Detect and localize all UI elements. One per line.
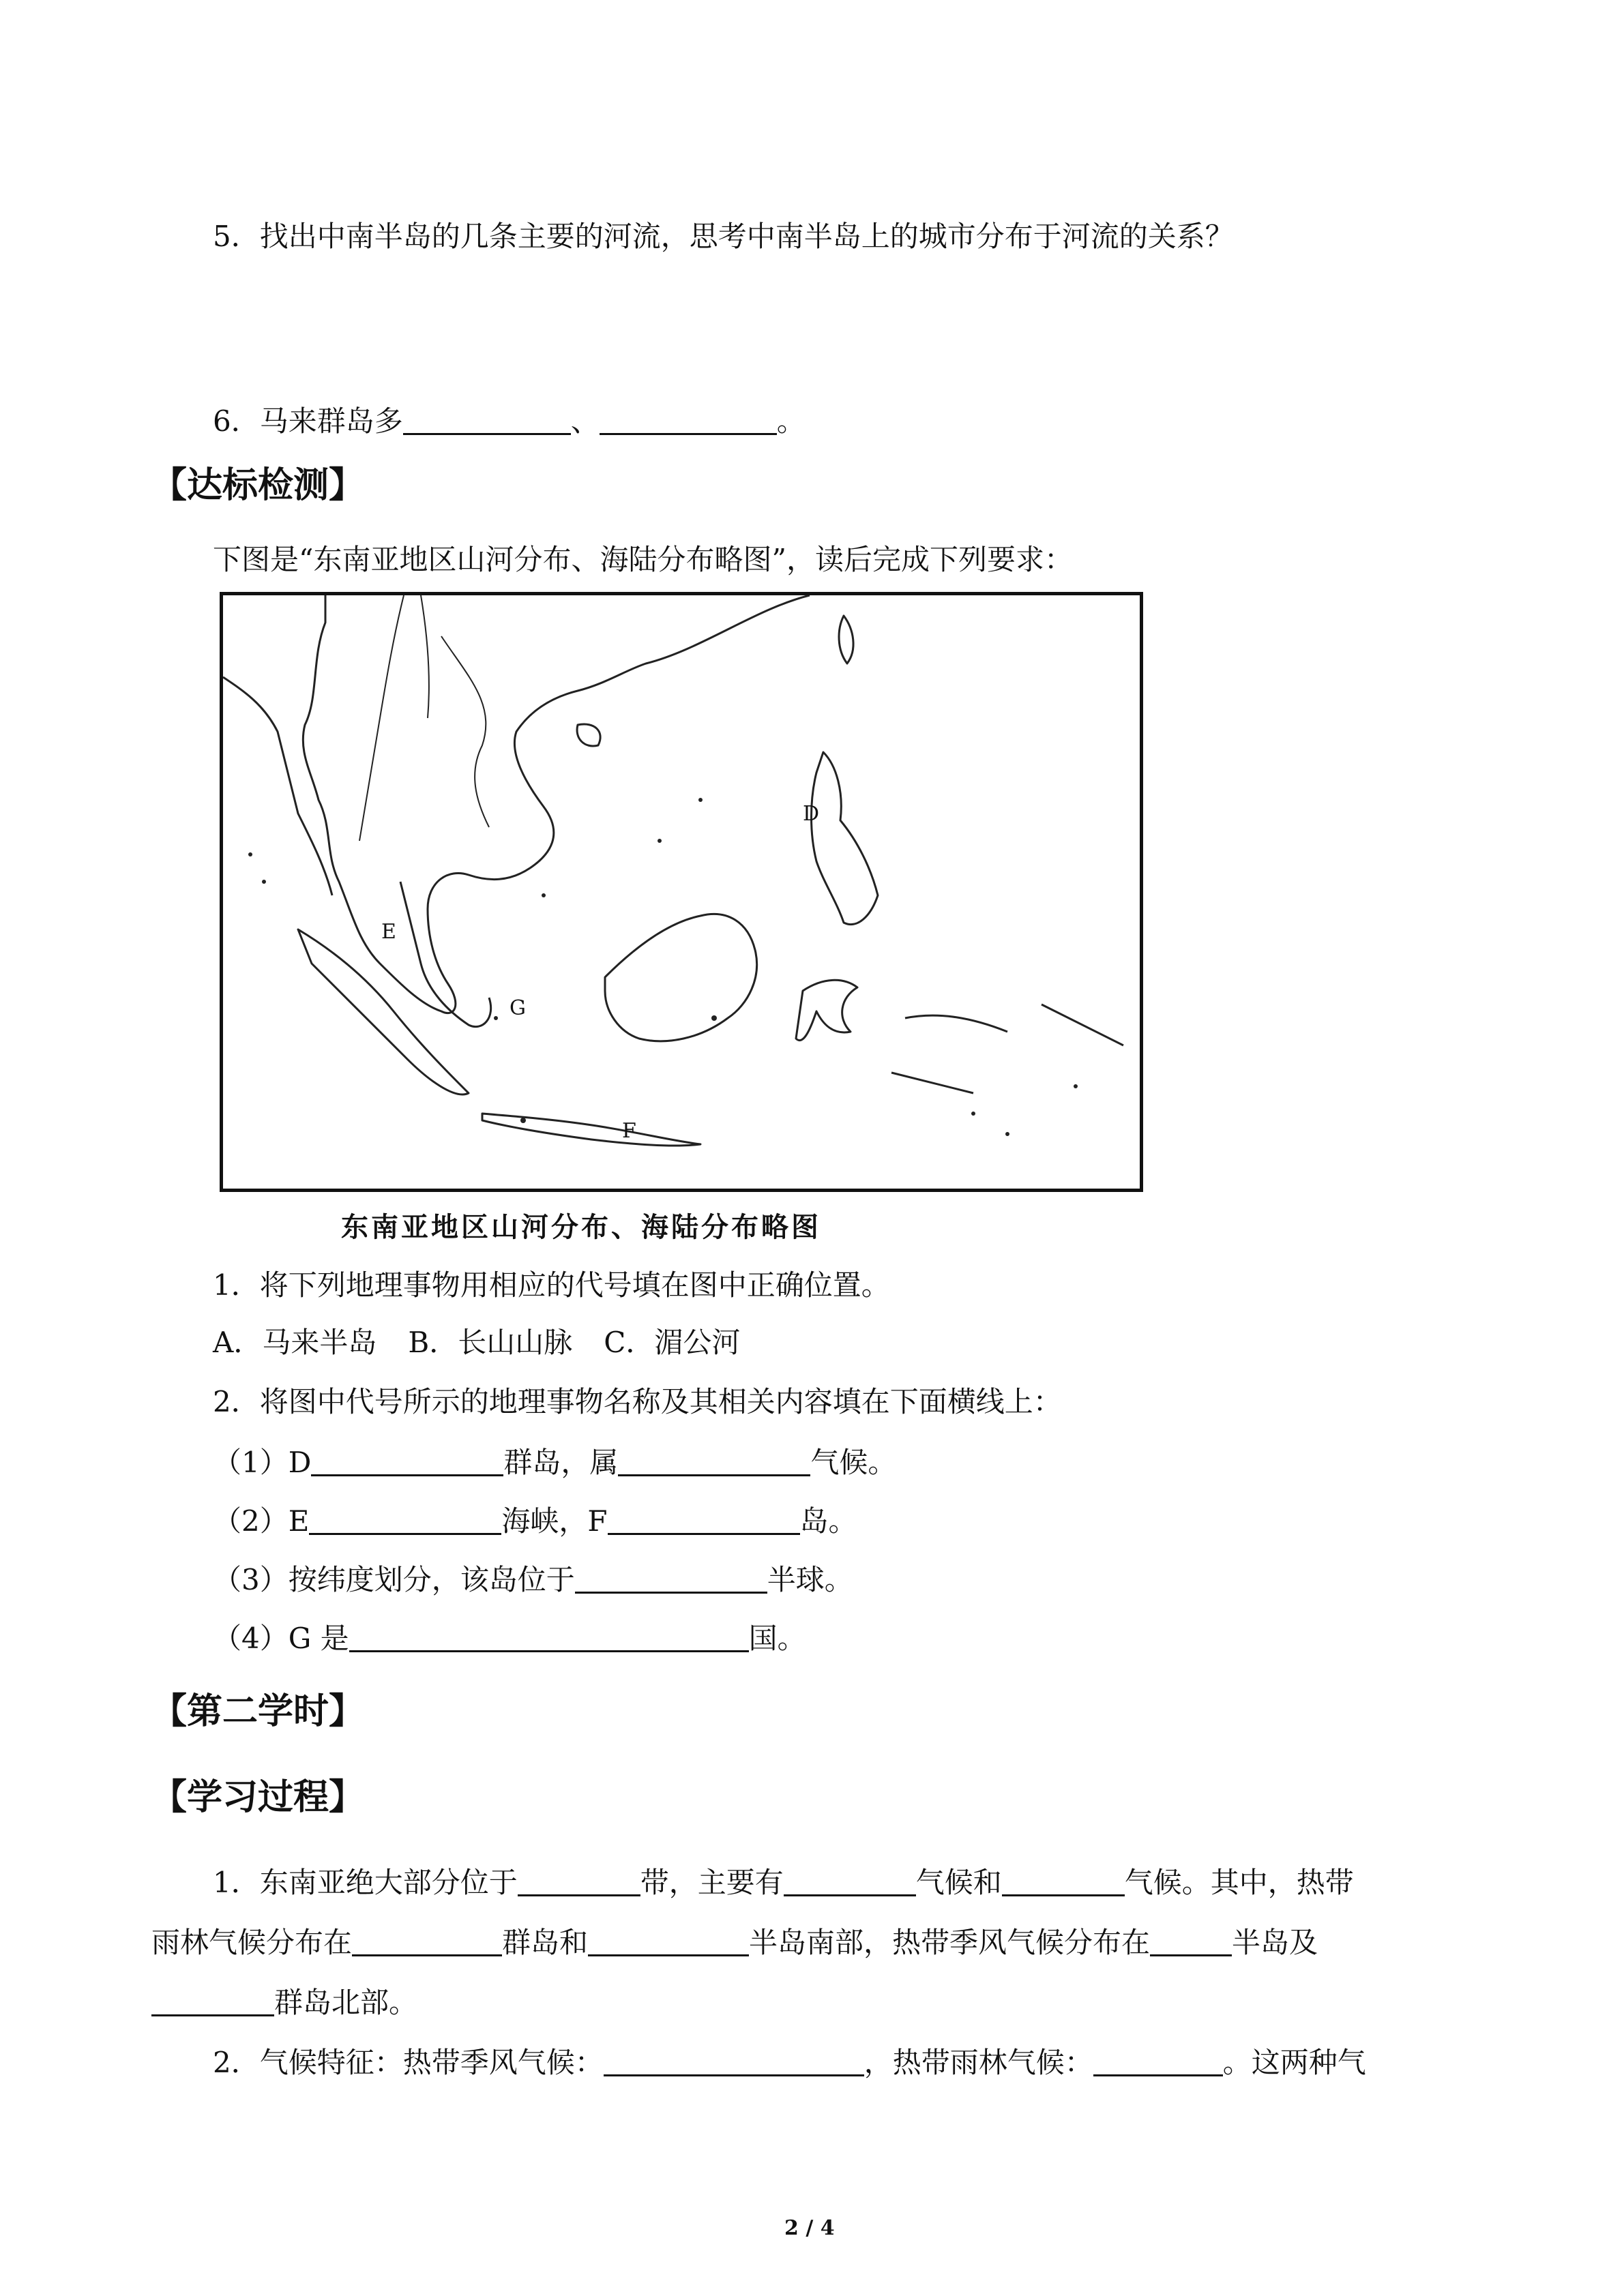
blank-line[interactable] bbox=[1093, 2047, 1223, 2076]
sub-text: 气候。 bbox=[810, 1446, 897, 1479]
sulawesi bbox=[796, 980, 857, 1040]
hainan bbox=[577, 724, 600, 746]
question-text: 找出中南半岛的几条主要的河流，思考中南半岛上的城市分布于河流的关系？ bbox=[259, 220, 1234, 253]
option-a: A．马来半岛 bbox=[213, 1326, 377, 1359]
text: 气候。其中，热带 bbox=[1124, 1866, 1354, 1899]
text: 群岛北部。 bbox=[274, 1986, 418, 2019]
myanmar-coast bbox=[223, 677, 332, 895]
section-heading-standard: 【达标检测】 bbox=[151, 465, 365, 506]
task-1: 1．将下列地理事物用相应的代号填在图中正确位置。 bbox=[213, 1268, 890, 1302]
borneo bbox=[605, 914, 757, 1041]
taiwan bbox=[839, 616, 853, 664]
text: 1．东南亚绝大部分位于 bbox=[213, 1866, 518, 1899]
task-2-sub-4 bbox=[213, 1623, 806, 1653]
mainland-coastline bbox=[303, 595, 810, 1013]
separator: 、 bbox=[570, 404, 600, 438]
blank-line[interactable] bbox=[518, 1867, 640, 1896]
text: 。这两种气 bbox=[1222, 2046, 1366, 2079]
blank-line[interactable] bbox=[784, 1867, 916, 1896]
task-1-options bbox=[213, 1328, 740, 1357]
blank-line[interactable] bbox=[349, 1623, 749, 1652]
blank-line[interactable] bbox=[1150, 1927, 1232, 1956]
option-c: C．湄公河 bbox=[604, 1326, 741, 1359]
river-irrawaddy bbox=[359, 595, 404, 841]
question-number: 5． bbox=[213, 220, 260, 253]
question-5 bbox=[213, 222, 1234, 251]
river-salween bbox=[421, 595, 429, 718]
para-1-line-1 bbox=[213, 1867, 1354, 1897]
sub-text: （1）D bbox=[213, 1446, 312, 1479]
question-number: 6． bbox=[213, 404, 260, 438]
blank-line[interactable] bbox=[309, 1506, 501, 1535]
section-heading-process: 【学习过程】 bbox=[151, 1777, 365, 1818]
sub-text: （2）E bbox=[213, 1504, 310, 1538]
map-label-d: D bbox=[803, 802, 820, 826]
malay-peninsula bbox=[400, 882, 491, 1027]
question-text: 马来群岛多 bbox=[259, 404, 403, 438]
task-2-sub-2 bbox=[213, 1506, 857, 1536]
para-2 bbox=[213, 2047, 1366, 2077]
section-heading-lesson-2: 【第二学时】 bbox=[151, 1691, 365, 1732]
text: 雨林气候分布在 bbox=[151, 1926, 353, 1959]
sub-text: 岛。 bbox=[799, 1504, 857, 1538]
text: 半岛南部，热带季风气候分布在 bbox=[749, 1926, 1151, 1959]
map-intro: 下图是“东南亚地区山河分布、海陆分布略图”，读后完成下列要求： bbox=[213, 543, 1073, 576]
sub-text: 群岛，属 bbox=[503, 1446, 619, 1479]
blank-line[interactable] bbox=[618, 1447, 810, 1476]
sub-text: 半球。 bbox=[767, 1563, 853, 1596]
para-1-line-3 bbox=[151, 1987, 417, 2017]
southeast-asia-map bbox=[220, 592, 1143, 1192]
period: 。 bbox=[776, 404, 806, 438]
blank-line[interactable] bbox=[600, 406, 777, 435]
map-label-g: G bbox=[510, 996, 526, 1020]
question-6 bbox=[213, 406, 806, 436]
map-drawing bbox=[223, 595, 1140, 1189]
sub-text: 海峡，F bbox=[501, 1504, 608, 1538]
blank-line[interactable] bbox=[151, 1987, 274, 2016]
text: 气候和 bbox=[915, 1866, 1002, 1899]
sub-text: （3）按纬度划分，该岛位于 bbox=[213, 1563, 575, 1596]
para-1-line-2 bbox=[151, 1927, 1318, 1957]
blank-line[interactable] bbox=[311, 1447, 503, 1476]
text: 群岛和 bbox=[502, 1926, 589, 1959]
blank-line[interactable] bbox=[1002, 1867, 1125, 1896]
blank-line[interactable] bbox=[608, 1506, 800, 1535]
task-2-sub-3 bbox=[213, 1564, 853, 1594]
map-label-f: F bbox=[622, 1119, 636, 1143]
philippines bbox=[812, 752, 879, 925]
page-number: 2 / 4 bbox=[784, 2216, 835, 2240]
river-mekong bbox=[441, 636, 489, 827]
task-2-sub-1 bbox=[213, 1447, 896, 1477]
blank-line[interactable] bbox=[352, 1927, 502, 1956]
text: ，热带雨林气候： bbox=[863, 2046, 1093, 2079]
map-caption: 东南亚地区山河分布、海陆分布略图 bbox=[341, 1212, 821, 1243]
blank-line[interactable] bbox=[403, 406, 571, 435]
option-b: B．长山山脉 bbox=[408, 1326, 573, 1359]
sub-text: 国。 bbox=[748, 1622, 806, 1655]
sub-text: （4）G 是 bbox=[213, 1622, 349, 1655]
blank-line[interactable] bbox=[588, 1927, 749, 1956]
blank-line[interactable] bbox=[604, 2047, 864, 2076]
text: 半岛及 bbox=[1232, 1926, 1318, 1959]
task-2: 2．将图中代号所示的地理事物名称及其相关内容填在下面横线上： bbox=[213, 1385, 1062, 1418]
blank-line[interactable] bbox=[575, 1564, 767, 1594]
text: 2．气候特征：热带季风气候： bbox=[213, 2046, 604, 2079]
map-label-e: E bbox=[381, 920, 396, 944]
text: 带，主要有 bbox=[640, 1866, 784, 1899]
eastern-islands bbox=[891, 1004, 1123, 1093]
java bbox=[482, 1114, 700, 1146]
